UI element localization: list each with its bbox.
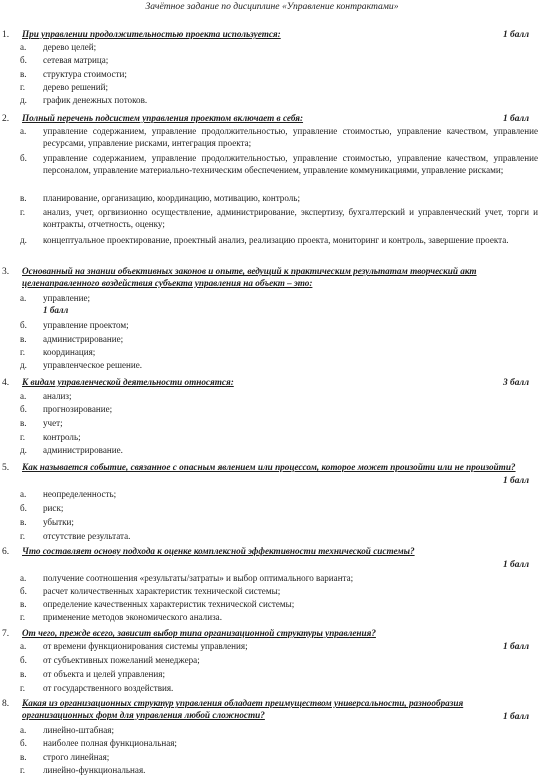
- option-letter: в.: [20, 599, 27, 609]
- question-score: 3 балл: [503, 378, 530, 388]
- option-text: концептуальное проектирование, проектный анализ, реализацию проекта, мониторинг и контроль, завершение проекта.: [43, 235, 509, 245]
- question-number: 3.: [2, 267, 10, 277]
- option-letter: г.: [20, 612, 25, 622]
- option-text: анализ, учет, оргвизионно осуществление, администрирование, экспертизу, бухгалтерский и управленческий учет, торги и контракты, отчетность, оценку;: [43, 207, 538, 229]
- answer-option: [20, 126, 538, 149]
- option-text: управление содержанием, управление продолжительностью, управление стоимостью, управление качеством, управление ресурсами, управление рисками, интеграция проекта;: [43, 126, 538, 148]
- option-text: управление проектом;: [43, 320, 129, 330]
- answer-option: [20, 432, 538, 444]
- option-text: линейно-штабная;: [43, 725, 114, 735]
- option-text: сетевая матрица;: [43, 55, 109, 65]
- answer-option: [20, 669, 538, 681]
- option-letter: в.: [20, 752, 27, 762]
- option-text: учет;: [43, 418, 63, 428]
- answer-option: [20, 738, 538, 750]
- answer-option: [20, 334, 538, 346]
- question-number: 4.: [2, 378, 10, 388]
- answer-option: [20, 612, 538, 624]
- question-text: Как называется событие, связанное с опасным явлением или процессом, которое может произойти или не произойти?: [22, 462, 516, 472]
- option-text: структура стоимости;: [43, 69, 127, 79]
- question-text: От чего, прежде всего, зависит выбор типа организационной структуры управления?: [22, 628, 376, 638]
- option-letter: г.: [20, 207, 25, 217]
- answer-option: [20, 489, 538, 501]
- answer-option: [20, 235, 538, 247]
- option-text: риск;: [43, 503, 64, 513]
- answer-option: [20, 418, 538, 430]
- option-letter: г.: [20, 531, 25, 541]
- option-letter: а.: [20, 391, 27, 401]
- option-letter: а.: [20, 42, 27, 52]
- answer-option: [20, 153, 538, 176]
- question-score: 1 балл: [503, 476, 530, 486]
- option-text: неопределенность;: [43, 489, 117, 499]
- option-letter: в.: [20, 193, 27, 203]
- option-letter: б.: [20, 655, 27, 665]
- option-letter: б.: [20, 404, 27, 414]
- answer-option: [20, 42, 538, 54]
- question-score: 1 балл: [43, 305, 69, 315]
- answer-option: [20, 586, 538, 598]
- question-number: 2.: [2, 114, 10, 124]
- option-text: убытки;: [43, 517, 74, 527]
- answer-option: [20, 193, 538, 205]
- option-text: администрирование.: [43, 445, 123, 455]
- answer-option: [20, 517, 538, 529]
- option-letter: а.: [20, 725, 27, 735]
- answer-option: [20, 82, 538, 94]
- option-letter: г.: [20, 82, 25, 92]
- answer-option: [20, 641, 538, 653]
- answer-option: [20, 320, 538, 332]
- option-letter: в.: [20, 418, 27, 428]
- answer-option: [20, 573, 538, 585]
- answer-option: [20, 55, 538, 67]
- option-text: линейно-функциональная.: [43, 765, 146, 775]
- option-letter: б.: [20, 586, 27, 596]
- option-text: администрирование;: [43, 334, 124, 344]
- question-text: При управлении продолжительностью проекта используется:: [22, 29, 281, 39]
- answer-option: [20, 683, 538, 695]
- answer-option: [20, 765, 538, 777]
- option-text: от объекта и целей управления;: [43, 669, 165, 679]
- option-text: контроль;: [43, 432, 81, 442]
- option-letter: в.: [20, 69, 27, 79]
- answer-option: [20, 69, 538, 81]
- question-score: 1 балл: [503, 114, 530, 124]
- option-text: расчет количественных характеристик технической системы;: [43, 586, 281, 596]
- option-letter: г.: [20, 765, 25, 775]
- question-number: 7.: [2, 629, 10, 639]
- question-score: 1 балл: [503, 642, 530, 652]
- option-text: применение методов экономического анализа.: [43, 612, 222, 622]
- option-text: график денежных потоков.: [43, 95, 148, 105]
- option-text: от времени функционирования системы управления;: [43, 641, 248, 651]
- option-letter: а.: [20, 293, 27, 303]
- answer-option: [20, 207, 538, 230]
- option-text: от государственного воздействия.: [43, 683, 174, 693]
- option-text: координация;: [43, 347, 96, 357]
- answer-option: [20, 655, 538, 667]
- answer-option: [20, 752, 538, 764]
- question-text: Основанный на знании объективных законов и опыте, ведущий к практическим результатам творческий акт целенаправленного воздействия субъекта управления на объект – это:: [22, 266, 477, 288]
- answer-option: [20, 503, 538, 515]
- option-letter: д.: [20, 235, 27, 245]
- option-letter: г.: [20, 347, 25, 357]
- option-text: управление содержанием, управление продолжительностью, управление стоимостью, управление качеством, управление персоналом, управление материально-техническим обеспечением, управление коммуникациями, управление рисками;: [43, 153, 538, 175]
- option-letter: б.: [20, 55, 27, 65]
- option-text: отсутствие результата.: [43, 531, 131, 541]
- option-text: управленческое решение.: [43, 360, 143, 370]
- answer-option: [20, 391, 538, 403]
- answer-option: [20, 725, 538, 737]
- option-letter: а.: [20, 641, 27, 651]
- answer-option: [20, 599, 538, 611]
- option-text: определение качественных характеристик технической системы;: [43, 599, 295, 609]
- option-letter: б.: [20, 738, 27, 748]
- option-text: планирование, организацию, координацию, мотивацию, контроль;: [43, 193, 300, 203]
- option-letter: г.: [20, 432, 25, 442]
- option-text: дерево решений;: [43, 82, 109, 92]
- answer-option: [20, 360, 538, 372]
- question-score: 1 балл: [503, 560, 530, 570]
- question-score: 1 балл: [503, 712, 530, 722]
- option-letter: в.: [20, 669, 27, 679]
- answer-option: [20, 445, 538, 457]
- option-letter: д.: [20, 95, 27, 105]
- option-text: дерево целей;: [43, 42, 97, 52]
- option-letter: в.: [20, 334, 27, 344]
- option-letter: д.: [20, 445, 27, 455]
- question-score: 1 балл: [503, 30, 530, 40]
- option-text: анализ;: [43, 391, 72, 401]
- option-letter: д.: [20, 360, 27, 370]
- question-text: Какая из организационных структур управления обладает преимуществом универсальности, разнообразия организационных форм для управления любой сложности?: [22, 698, 464, 720]
- option-letter: б.: [20, 153, 27, 163]
- option-letter: а.: [20, 573, 27, 583]
- option-text: наиболее полная функциональная;: [43, 738, 177, 748]
- option-text: прогнозирование;: [43, 404, 113, 414]
- option-text: получение соотношения «результаты/затраты» и выбор оптимального варианта;: [43, 573, 354, 583]
- option-letter: б.: [20, 503, 27, 513]
- answer-option: [20, 531, 538, 543]
- option-text: от субъективных пожеланий менеджера;: [43, 655, 200, 665]
- question-text: Полный перечень подсистем управления проектом включает в себя:: [22, 113, 304, 123]
- answer-option: [20, 95, 538, 107]
- option-letter: б.: [20, 320, 27, 330]
- option-letter: а.: [20, 126, 27, 136]
- document-title: Зачётное задание по дисциплине «Управление контрактами»: [145, 1, 399, 12]
- option-text: строго линейная;: [43, 752, 110, 762]
- answer-option: [20, 293, 538, 305]
- option-letter: г.: [20, 683, 25, 693]
- question-number: 6.: [2, 547, 10, 557]
- option-text: управление;: [43, 293, 91, 303]
- question-number: 1.: [2, 30, 10, 40]
- question-text: Что составляет основу подхода к оценке комплексной эффективности технической системы?: [22, 546, 415, 556]
- answer-option: [20, 347, 538, 359]
- question-text: К видам управленческой деятельности относятся:: [22, 377, 234, 387]
- question-number: 8.: [2, 699, 10, 709]
- option-letter: а.: [20, 489, 27, 499]
- answer-option: [20, 404, 538, 416]
- question-number: 5.: [2, 463, 10, 473]
- option-letter: в.: [20, 517, 27, 527]
